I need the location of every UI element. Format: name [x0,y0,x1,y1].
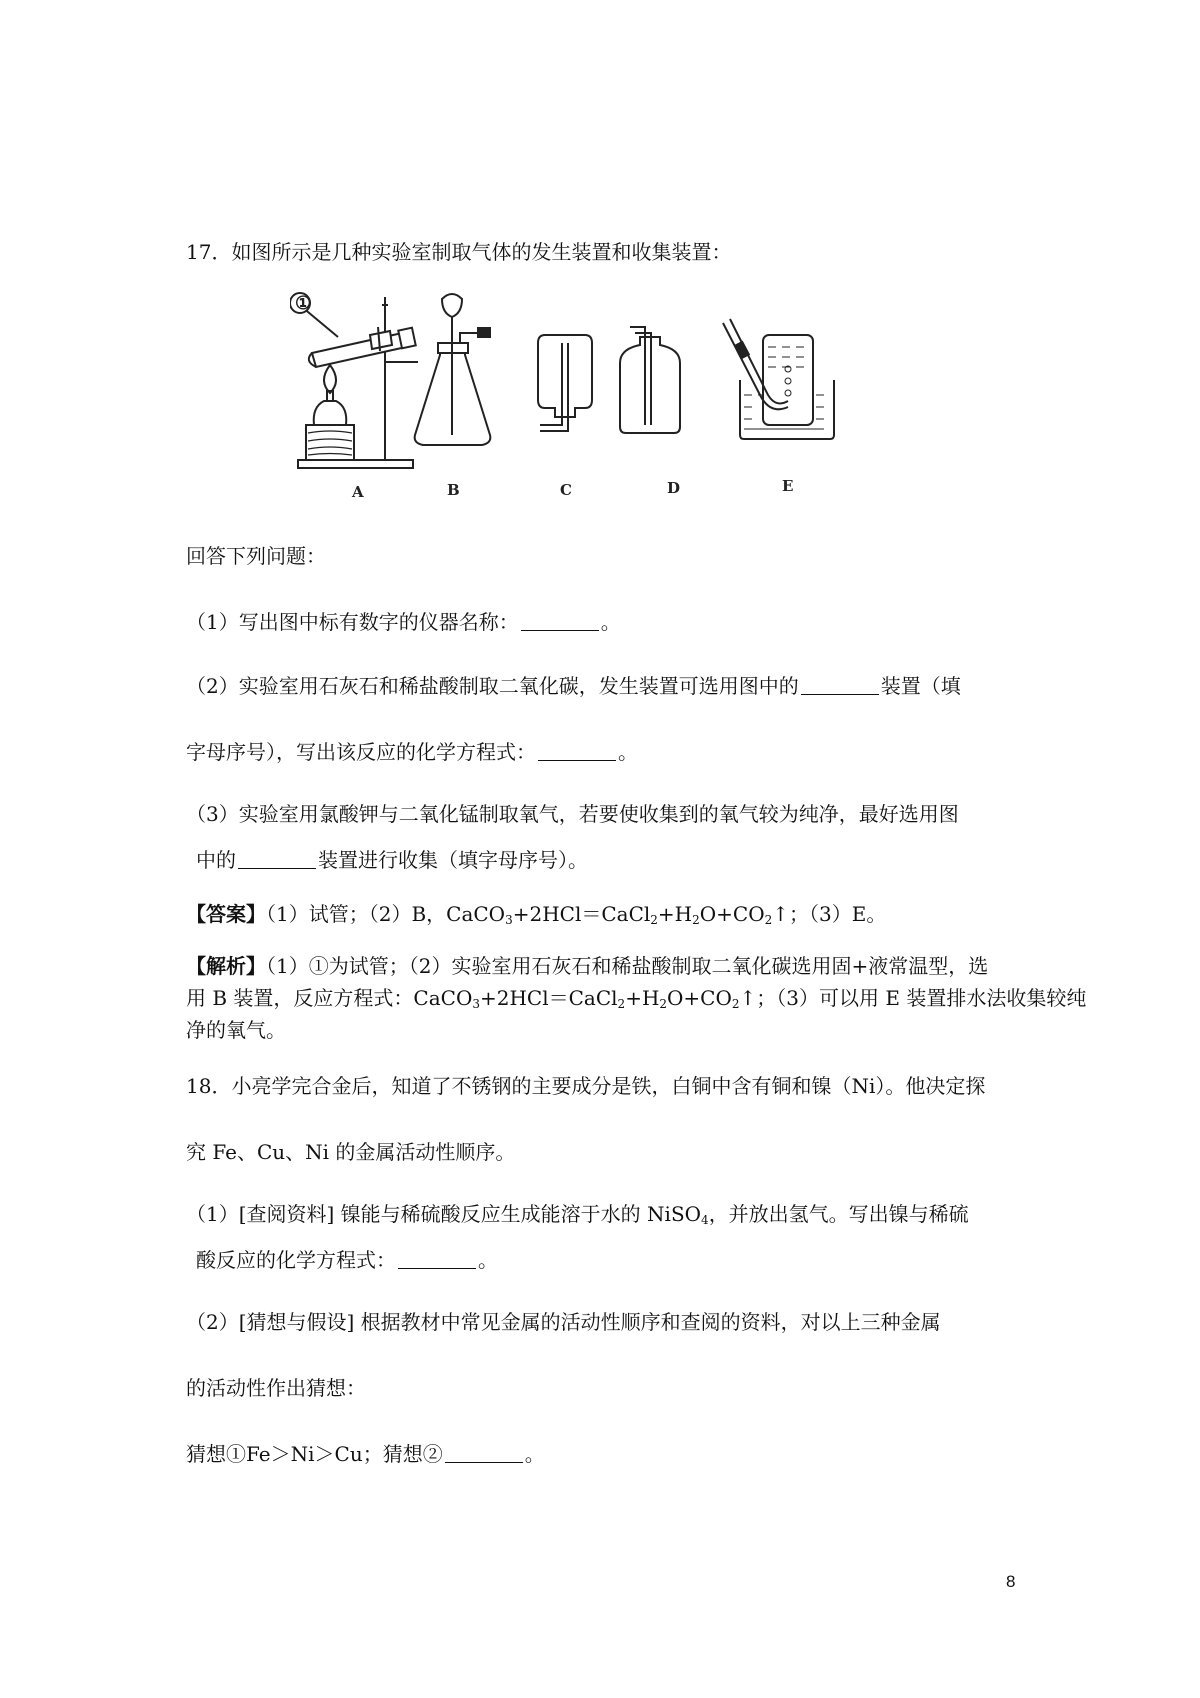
q18-stem-line1: 18．小亮学完合金后，知道了不锈钢的主要成分是铁，白铜中含有铜和镍（Ni）。他决定探 [186,1074,986,1098]
analysis-text: ↑；（3）可以用 E 装置排水法收集较纯 [739,986,1087,1010]
q17-part1-end: 。 [600,610,621,634]
q17-part3b-end: 装置进行收集（填字母序号）。 [318,848,588,872]
q18-part1-text: （1）[查阅资料] 镍能与稀硫酸反应生成能溶于水的 NiSO [186,1202,702,1226]
q18-guess-end: 。 [524,1442,545,1466]
q17-part2-line2 [186,738,638,766]
subscript: 2 [617,997,626,1011]
subscript: 2 [650,913,658,927]
apparatus-a [290,293,418,468]
subscript: 3 [505,913,513,927]
q18-guess-text: 猜想①Fe＞Ni＞Cu；猜想② [186,1442,443,1466]
answer-blank [398,1250,476,1269]
q17-part1-text: （1）写出图中标有数字的仪器名称： [186,610,519,634]
answer-blank [538,742,616,761]
label-c: C [560,481,572,499]
q18-part1-text: 酸反应的化学方程式： [196,1248,396,1272]
subscript: 2 [731,997,740,1011]
q18-part1-text: ，并放出氢气。写出镍与稀硫 [708,1202,969,1226]
answer-blank [521,612,599,631]
answer-blank [238,850,316,869]
q17-answer [186,900,886,928]
analysis-text: O+CO [667,986,732,1010]
label-d: D [667,479,681,497]
q17-part3-line2 [196,846,588,874]
q18-part1-line1 [186,1200,969,1228]
apparatus-e [723,319,834,439]
label-e: E [782,477,794,495]
q17-part2-end: 装置（填 [880,674,961,698]
q18-part2-line1: （2）[猜想与假设] 根据教材中常见金属的活动性顺序和查阅的资料，对以上三种金属 [186,1310,941,1334]
subscript: 2 [692,913,700,927]
q17-analysis-line2 [186,984,1086,1012]
q18-part1-line2 [196,1246,498,1274]
q17-part2b-text: 字母序号），写出该反应的化学方程式： [186,740,536,764]
analysis-text: +2HCl＝CaCl [479,986,618,1010]
q17-part2b-end: 。 [618,740,638,764]
q18-guess [186,1440,545,1468]
analysis-text: +H [625,986,660,1010]
subscript: 4 [701,1213,709,1227]
q18-part1-end: 。 [478,1248,498,1272]
q18-stem-line2: 究 Fe、Cu、Ni 的金属活动性顺序。 [186,1140,516,1164]
q17-analysis-line1 [186,952,988,980]
marker-1: ① [295,293,312,314]
answer-text: +H [657,902,693,926]
apparatus-c [538,335,592,431]
q17-prompt: 回答下列问题： [186,544,326,568]
q18-part2-line2: 的活动性作出猜想： [186,1376,366,1400]
answer-tag: 【答案】 [186,902,266,926]
label-a: A [352,483,364,501]
answer-blank [801,676,879,695]
q17-part3-line1: （3）实验室用氯酸钾与二氧化锰制取氧气，若要使收集到的氧气较为纯净，最好选用图 [186,802,959,826]
apparatus-d [620,327,680,433]
answer-blank [445,1444,523,1463]
apparatus-b [415,294,491,445]
q17-analysis-line3: 净的氧气。 [186,1018,286,1042]
q17-part2 [186,672,961,700]
label-b: B [447,481,460,499]
q17-part1 [186,608,621,636]
subscript: 2 [659,997,668,1011]
analysis-text: 用 B 装置，反应方程式：CaCO [186,986,473,1010]
subscript: 3 [472,997,480,1011]
answer-text: ↑；（3）E。 [772,902,887,926]
q17-stem: 17．如图所示是几种实验室制取气体的发生装置和收集装置： [186,240,732,264]
analysis-text: （1）①为试管；（2）实验室用石灰石和稀盐酸制取二氧化碳选用固+液常温型，选 [266,954,989,978]
subscript: 2 [764,913,773,927]
page-number: 8 [1006,1572,1016,1591]
q17-part3b-text: 中的 [196,848,236,872]
q17-part2-text: （2）实验室用石灰石和稀盐酸制取二氧化碳，发生装置可选用图中的 [186,674,799,698]
analysis-tag: 【解析】 [186,954,266,978]
apparatus-figure [290,285,940,505]
answer-text: +2HCl＝CaCl [512,902,651,926]
answer-text: （1）试管；（2）B，CaCO [266,902,506,926]
answer-text: O+CO [699,902,765,926]
